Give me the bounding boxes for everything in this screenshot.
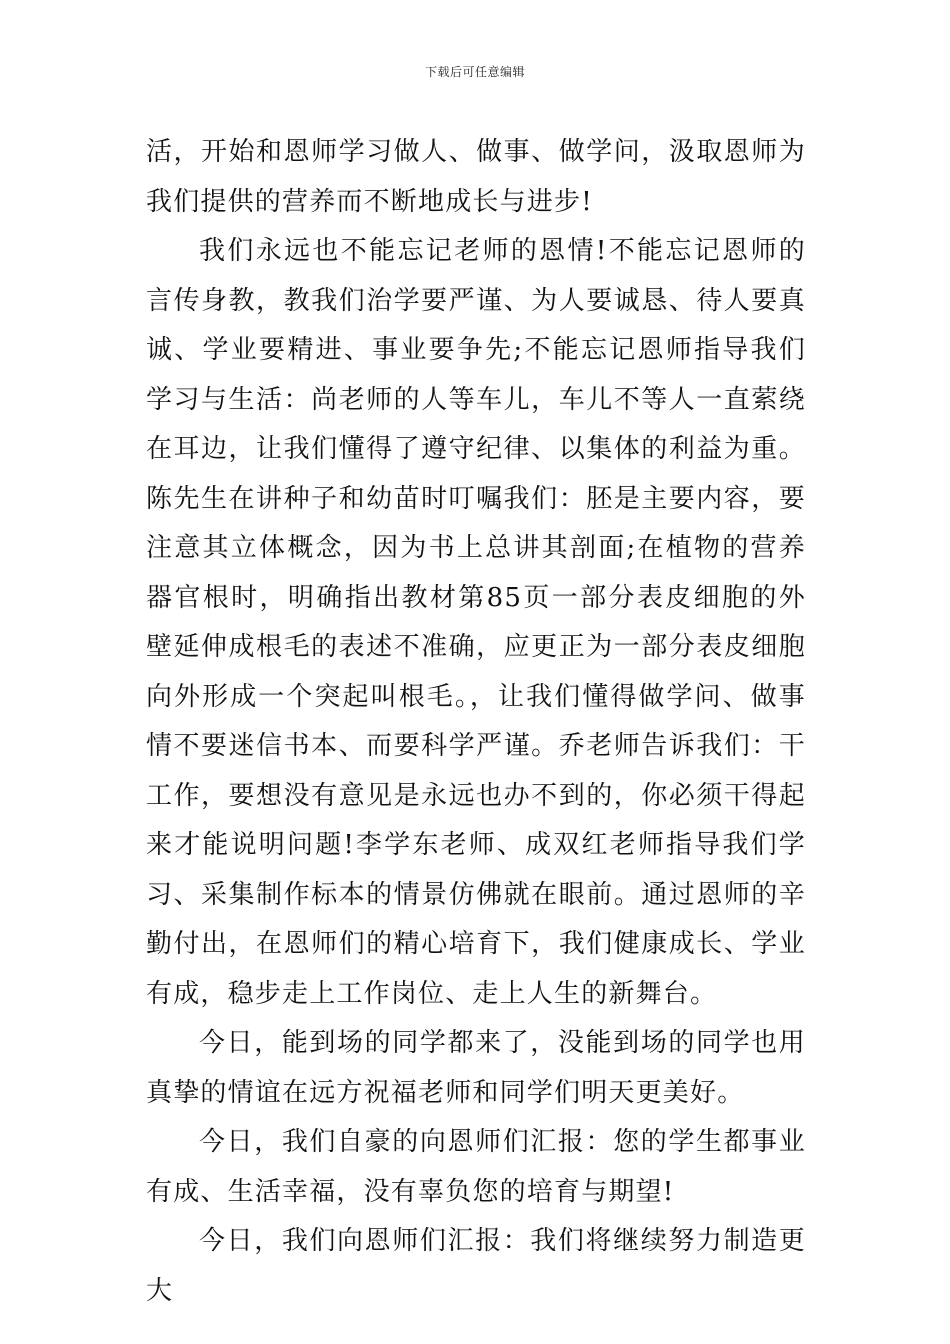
- paragraph-teachers-kindness: 我们永远也不能忘记老师的恩情!不能忘记恩师的言传身教，教我们治学要严谨、为人要诚恳、待人要真诚、学业要精进、事业要争先;不能忘记恩师指导我们学习与生活：尚老师的人等车儿，车儿不等人一直萦绕在耳边，让我们懂得了遵守纪律、以集体的利益为重。陈先生在讲种子和幼苗时叮嘱我们：胚是主要内容，要注意其立体概念，因为书上总讲其剖面;在植物的营养器官根时，明确指出教材第85页一部分表皮细胞的外壁延伸成根毛的表述不准确，应更正为一部分表皮细胞向外形成一个突起叫根毛。，让我们懂得做学问、做事情不要迷信书本、而要科学严谨。乔老师告诉我们：干工作，要想没有意见是永远也办不到的，你必须干得起来才能说明问题!李学东老师、成双红老师指导我们学习、采集制作标本的情景仿佛就在眼前。通过恩师的辛勤付出，在恩师们的精心培育下，我们健康成长、学业有成，稳步走上工作岗位、走上人生的新舞台。: [146, 236, 806, 1009]
- paragraph-classmates-present: 今日，能到场的同学都来了，没能到场的同学也用真挚的情谊在远方祝福老师和同学们明天更美好。: [146, 1028, 806, 1108]
- document-body: [146, 128, 806, 1316]
- paragraph-report-future: 今日，我们向恩师们汇报：我们将继续努力制造更大: [146, 1226, 806, 1306]
- paragraph-report-success: 今日，我们自豪的向恩师们汇报：您的学生都事业有成、生活幸福，没有辜负您的培育与期望!: [146, 1127, 806, 1207]
- page-header: 下载后可任意编辑: [424, 65, 525, 79]
- paragraph-continuation: 活，开始和恩师学习做人、做事、做学问，汲取恩师为我们提供的营养而不断地成长与进步!: [146, 137, 806, 217]
